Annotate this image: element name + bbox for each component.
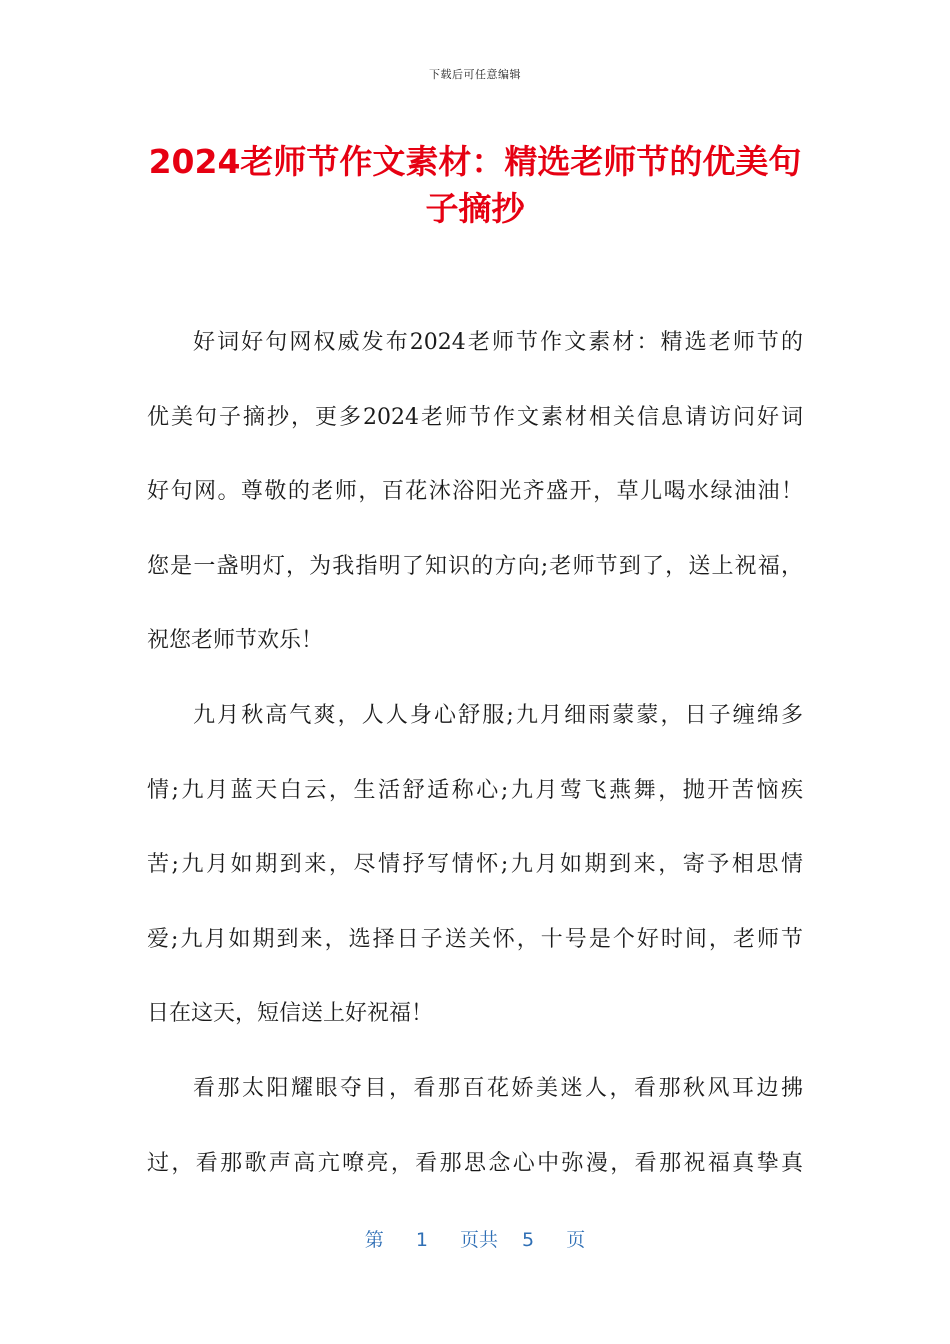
footer-page-number: 1	[415, 1229, 428, 1251]
paragraph-1-line-5: 祝您老师节欢乐！	[147, 628, 324, 654]
page-footer	[0, 1225, 950, 1252]
paragraph-1-line-4: 您是一盏明灯，为我指明了知识的方向;老师节到了，送上祝福，	[147, 553, 803, 579]
footer-page-total: 5	[522, 1229, 535, 1251]
paragraph-2-line-5: 日在这天，短信送上好祝福！	[147, 1001, 434, 1027]
title-line-2: 子摘抄	[425, 189, 525, 228]
footer-page-middle: 页共	[459, 1229, 498, 1251]
footer-page-suffix: 页	[566, 1229, 586, 1251]
paragraph-1-line-1: 好词好句网权威发布2024老师节作文素材：精选老师节的	[193, 330, 803, 355]
paragraph-1-line-2: 优美句子摘抄，更多2024老师节作文素材相关信息请访问好词	[147, 404, 803, 430]
header-note: 下载后可任意编辑	[429, 68, 521, 81]
paragraph-2-line-1: 九月秋高气爽，人人身心舒服;九月细雨蒙蒙，日子缠绵多	[193, 702, 803, 728]
title-line-1: 2024老师节作文素材：精选老师节的优美句	[148, 142, 802, 181]
paragraph-2-line-2: 情;九月蓝天白云，生活舒适称心;九月莺飞燕舞，抛开苦恼疾	[147, 777, 803, 803]
paragraph-3-line-1: 看那太阳耀眼夺目，看那百花娇美迷人，看那秋风耳边拂	[193, 1075, 803, 1101]
paragraph-2-line-4: 爱;九月如期到来，选择日子送关怀，十号是个好时间，老师节	[147, 926, 803, 952]
paragraph-1-line-3: 好句网。尊敬的老师，百花沐浴阳光齐盛开，草儿喝水绿油油！	[147, 479, 803, 505]
document-title	[120, 138, 830, 232]
paragraph-2-line-3: 苦;九月如期到来，尽情抒写情怀;九月如期到来，寄予相思情	[147, 852, 803, 878]
document-body	[147, 313, 803, 1208]
paragraph-3-line-2: 过，看那歌声高亢嘹亮，看那思念心中弥漫，看那祝福真挚真	[147, 1150, 803, 1176]
footer-page-prefix: 第	[364, 1229, 384, 1251]
